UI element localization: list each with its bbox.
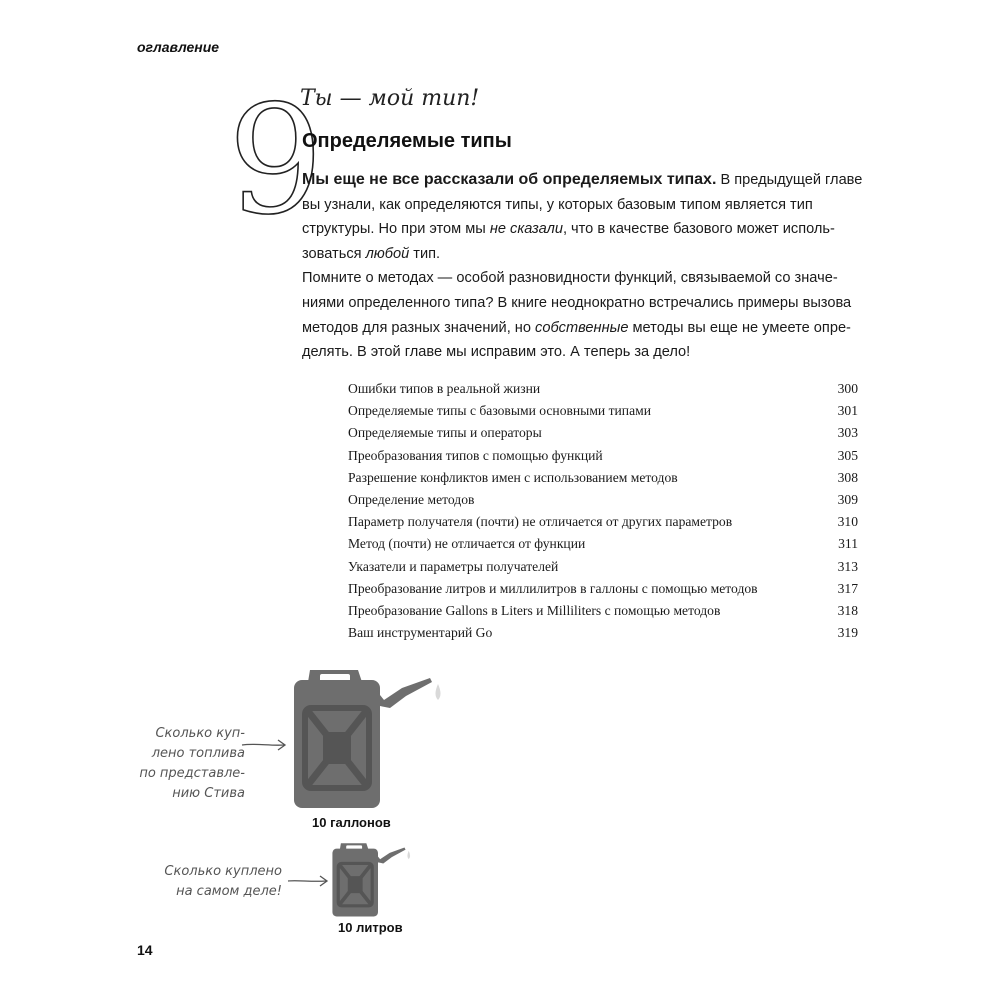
intro-emphasis: любой — [365, 245, 410, 262]
toc-entry-page: 300 — [837, 381, 858, 396]
toc-entry — [348, 600, 858, 622]
caption-small-can: 10 литров — [338, 920, 403, 935]
intro-emphasis: собственные — [535, 319, 629, 336]
toc-entry — [348, 422, 858, 444]
toc-entry-title: Определяемые типы и операторы — [348, 425, 542, 441]
chapter-title: Определяемые типы — [302, 130, 512, 152]
caption-big-can: 10 галлонов — [312, 815, 391, 830]
toc-entry-title: Преобразование Gallons в Liters и Milliliters с помощью методов — [348, 602, 721, 618]
arrow-icon — [286, 872, 331, 892]
toc-entry — [348, 467, 858, 489]
toc-entry-page: 303 — [837, 425, 858, 441]
intro-paragraph-1 — [302, 168, 864, 266]
chapter-intro — [302, 168, 864, 365]
intro-text: Помните о методах — особой разновидности функций, связываемой со значе-ниями определенного типа? В книге неоднократно встречались примеры вызова методов для разных значений, но — [302, 270, 852, 336]
toc-entry-title: Определение методов — [348, 491, 475, 507]
toc-entry-title: Преобразования типов с помощью функций — [348, 447, 603, 463]
toc-entry-title: Параметр получателя (почти) не отличается от других параметров — [348, 514, 733, 530]
page-number: 14 — [137, 942, 153, 958]
toc-entry-page: 310 — [837, 514, 858, 530]
large-canister-illustration — [280, 660, 460, 820]
toc-entry-title: Указатели и параметры получателей — [348, 558, 559, 574]
intro-lead: Мы еще не все рассказали об определяемых типах. — [302, 171, 717, 188]
intro-text: В предыдущей главе вы узнали, как определяются типы, у которых базовым типом является тип структуры. Но при этом мы — [302, 172, 863, 238]
canister-icon — [294, 670, 441, 808]
toc-entry — [348, 622, 858, 644]
intro-text: методы вы еще не умеете опре-делять. В этой главе мы исправим это. А теперь за дело! — [302, 319, 851, 361]
annotation-small-can — [150, 862, 282, 902]
intro-emphasis: не сказали — [489, 221, 563, 238]
toc-entry — [348, 533, 858, 555]
toc-entry-title: Разрешение конфликтов имен с использованием методов — [348, 469, 678, 485]
small-canister-illustration — [325, 838, 425, 923]
toc-entry-title: Ваш инструментарий Go — [348, 625, 493, 641]
intro-text: тип. — [409, 245, 441, 262]
section-header: оглавление — [137, 39, 220, 55]
toc-entry-title: Ошибки типов в реальной жизни — [348, 381, 541, 396]
intro-paragraph-2 — [302, 266, 864, 364]
annotation-line: Сколько куплено — [164, 864, 282, 879]
toc-entry-page: 305 — [837, 447, 858, 463]
toc-entry-page: 301 — [837, 403, 858, 419]
annotation-line: по представле- — [139, 766, 245, 781]
toc-entry — [348, 556, 858, 578]
toc-entry-title: Определяемые типы с базовыми основными типами — [348, 403, 651, 419]
annotation-line: на самом деле! — [176, 884, 282, 899]
toc-entry-page: 311 — [838, 536, 858, 552]
toc-entry-page: 309 — [837, 491, 858, 507]
annotation-line: лено топлива — [151, 746, 245, 761]
canister-icon — [332, 843, 410, 916]
toc-entry — [348, 445, 858, 467]
table-of-contents — [348, 378, 858, 644]
toc-entry-page: 308 — [837, 469, 858, 485]
toc-entry-title: Преобразование литров и миллилитров в галлоны с помощью методов — [348, 580, 758, 596]
toc-entry — [348, 578, 858, 600]
toc-entry-page: 318 — [837, 602, 858, 618]
chapter-handwritten-title: Ты — мой тип! — [300, 86, 480, 111]
toc-entry-page: 319 — [837, 625, 858, 641]
annotation-big-can — [120, 724, 245, 804]
toc-entry-title: Метод (почти) не отличается от функции — [348, 536, 586, 552]
annotation-line: нию Стива — [172, 786, 245, 801]
arrow-icon — [240, 736, 290, 756]
toc-entry-page: 313 — [837, 558, 858, 574]
toc-entry — [348, 378, 858, 400]
toc-entry-page: 317 — [837, 580, 858, 596]
toc-entry — [348, 400, 858, 422]
chapter-number: 9 — [228, 74, 324, 248]
annotation-line: Сколько куп- — [155, 726, 245, 741]
intro-text: , что в качестве базового может исполь-зоваться — [302, 221, 835, 262]
toc-entry — [348, 511, 858, 533]
toc-entry — [348, 489, 858, 511]
